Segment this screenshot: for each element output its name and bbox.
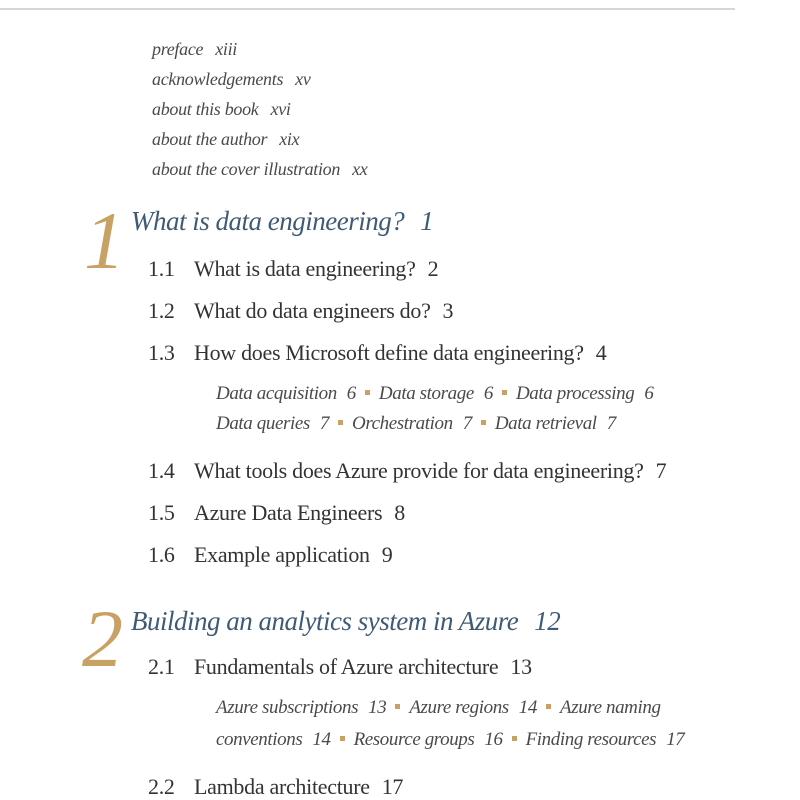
- front-matter-list: [152, 34, 367, 184]
- subsection-page: 14: [518, 697, 537, 718]
- subsection-page: 7: [319, 413, 329, 434]
- section-title: Azure Data Engineers: [194, 500, 383, 525]
- subsection-entry[interactable]: [495, 413, 616, 434]
- subsection-page: 17: [666, 729, 685, 750]
- toc-section-2-2[interactable]: [148, 776, 403, 798]
- chapter-title-text: Building an analytics system in Azure: [131, 606, 519, 636]
- section-number: 2.1: [148, 654, 175, 679]
- chapter-title-link[interactable]: [131, 208, 433, 235]
- subsection-entry[interactable]: [379, 383, 493, 404]
- subsection-title: conventions: [216, 729, 303, 750]
- chapter-number: 2: [82, 593, 121, 684]
- subsection-title: Data retrieval: [494, 413, 597, 434]
- entry-page: xv: [295, 69, 311, 89]
- toc-section-1-2[interactable]: [148, 300, 453, 322]
- bullet-separator: [338, 420, 343, 425]
- subsection-page: 7: [462, 413, 472, 434]
- subsection-page: 7: [606, 413, 616, 434]
- section-page: 7: [655, 458, 667, 483]
- subsection-title: Data queries: [216, 413, 310, 434]
- subsection-line: [216, 384, 653, 403]
- subsection-title: Data acquisition: [216, 383, 337, 404]
- bullet-separator: [340, 736, 345, 741]
- subsection-page: 6: [644, 383, 654, 404]
- section-page: 3: [442, 298, 454, 323]
- entry-label: about this book: [152, 99, 259, 119]
- subsection-line: [216, 414, 616, 433]
- toc-section-1-6[interactable]: [148, 544, 392, 566]
- subsection-entry[interactable]: [216, 729, 331, 750]
- section-page: 9: [381, 542, 393, 567]
- toc-entry-acknowledgements[interactable]: [152, 64, 367, 94]
- entry-page: xix: [279, 129, 300, 149]
- toc-section-1-3[interactable]: [148, 342, 606, 364]
- entry-label: preface: [152, 39, 204, 59]
- toc-section-1-5[interactable]: [148, 502, 405, 524]
- subsection-title: Resource groups: [353, 729, 475, 750]
- section-page: 13: [510, 654, 532, 679]
- subsection-title: Azure regions: [409, 697, 509, 718]
- section-title: Example application: [194, 542, 370, 567]
- subsection-entry[interactable]: [526, 729, 685, 750]
- subsection-page: 16: [484, 729, 503, 750]
- subsection-entry[interactable]: [409, 697, 537, 718]
- chapter-page: 1: [420, 206, 434, 236]
- bullet-separator: [546, 704, 551, 709]
- subsection-title: Azure subscriptions: [216, 697, 359, 718]
- chapter-title-text: What is data engineering?: [131, 206, 405, 236]
- toc-entry-about-this-book[interactable]: [152, 94, 367, 124]
- subsection-line: [216, 698, 661, 717]
- section-number: 1.1: [148, 256, 175, 281]
- section-number: 2.2: [148, 774, 175, 799]
- section-page: 2: [427, 256, 439, 281]
- bullet-separator: [395, 704, 400, 709]
- section-number: 1.3: [148, 340, 175, 365]
- chapter-title-link[interactable]: [131, 608, 560, 635]
- subsection-entry[interactable]: [216, 697, 386, 718]
- subsection-title: Finding resources: [525, 729, 657, 750]
- subsection-page: 14: [312, 729, 331, 750]
- entry-page: xx: [352, 159, 368, 179]
- section-page: 8: [394, 500, 405, 525]
- entry-label: acknowledgements: [152, 69, 284, 89]
- subsection-line: [216, 730, 684, 749]
- subsection-entry[interactable]: [560, 697, 661, 718]
- toc-section-1-4[interactable]: [148, 460, 666, 482]
- subsection-title: Orchestration: [352, 413, 453, 434]
- bullet-separator: [481, 420, 486, 425]
- section-title: Lambda architecture: [194, 774, 370, 799]
- entry-page: xvi: [270, 99, 291, 119]
- section-page: 17: [381, 774, 404, 799]
- bullet-separator: [365, 390, 370, 395]
- section-title: What tools does Azure provide for data engineering?: [194, 458, 644, 483]
- toc-entry-preface[interactable]: [152, 34, 367, 64]
- subsection-page: 6: [346, 383, 356, 404]
- toc-entry-about-the-cover[interactable]: [152, 154, 367, 184]
- subsection-title: Azure naming: [560, 697, 661, 718]
- subsection-entry[interactable]: [352, 413, 472, 434]
- subsection-entry[interactable]: [354, 729, 503, 750]
- subsection-page: 6: [483, 383, 493, 404]
- toc-section-1-1[interactable]: [148, 258, 438, 280]
- section-title: How does Microsoft define data engineering?: [194, 340, 584, 365]
- section-title: What is data engineering?: [194, 256, 416, 281]
- subsection-page: 13: [368, 697, 387, 718]
- top-divider: [0, 8, 735, 10]
- subsection-title: Data processing: [515, 383, 635, 404]
- subsection-title: Data storage: [378, 383, 474, 404]
- subsection-entry[interactable]: [216, 413, 329, 434]
- toc-section-2-1[interactable]: [148, 656, 532, 678]
- section-page: 4: [595, 340, 607, 365]
- entry-label: about the author: [152, 129, 268, 149]
- bullet-separator: [512, 736, 517, 741]
- entry-label: about the cover illustration: [152, 159, 341, 179]
- section-number: 1.2: [148, 298, 175, 323]
- toc-entry-about-the-author[interactable]: [152, 124, 367, 154]
- section-number: 1.4: [148, 458, 175, 483]
- bullet-separator: [502, 390, 507, 395]
- chapter-number: 1: [84, 195, 123, 286]
- entry-page: xiii: [215, 39, 238, 59]
- section-number: 1.5: [148, 500, 175, 525]
- subsection-entry[interactable]: [516, 383, 653, 404]
- section-title: What do data engineers do?: [194, 298, 431, 323]
- chapter-page: 12: [534, 606, 561, 636]
- subsection-entry[interactable]: [216, 383, 356, 404]
- section-title: Fundamentals of Azure architecture: [194, 654, 499, 679]
- section-number: 1.6: [148, 542, 175, 567]
